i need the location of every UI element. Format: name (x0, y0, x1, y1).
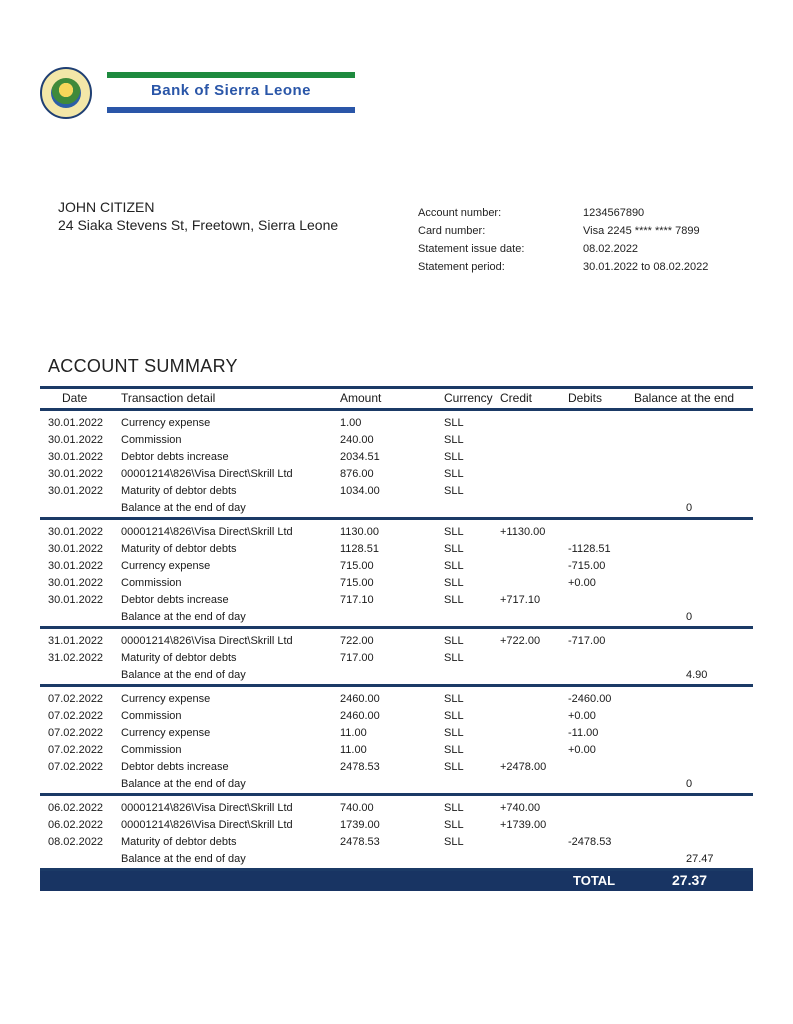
row-balance: 4.90 (686, 669, 708, 681)
row-detail: Balance at the end of day (121, 853, 246, 865)
row-credit: +722.00 (500, 635, 541, 647)
account-summary-table (40, 386, 753, 891)
row-detail: Balance at the end of day (121, 611, 246, 623)
row-detail: Balance at the end of day (121, 669, 246, 681)
table-row (40, 483, 753, 500)
row-currency: SLL (444, 451, 464, 463)
row-date: 31.02.2022 (48, 652, 104, 664)
row-date: 30.01.2022 (48, 594, 104, 606)
row-date: 30.01.2022 (48, 451, 104, 463)
row-amount: 722.00 (340, 635, 374, 647)
row-detail: Currency expense (121, 560, 211, 572)
row-amount: 11.00 (340, 727, 367, 739)
row-date: 30.01.2022 (48, 468, 104, 480)
table-row (40, 633, 753, 650)
account-details (418, 204, 758, 276)
account-number: 1234567890 (583, 207, 645, 219)
row-detail: Currency expense (121, 727, 211, 739)
table-row (40, 817, 753, 834)
row-date: 30.01.2022 (48, 417, 104, 429)
row-detail: Debtor debts increase (121, 594, 229, 606)
row-currency: SLL (444, 635, 464, 647)
row-detail: Balance at the end of day (121, 502, 246, 514)
table-row (40, 524, 753, 541)
row-amount: 1.00 (340, 417, 362, 429)
statement-issue: 08.02.2022 (583, 243, 639, 255)
row-date: 07.02.2022 (48, 727, 104, 739)
header-balance: Balance at the end (634, 391, 735, 405)
header-detail: Transaction detail (121, 391, 216, 405)
row-currency: SLL (444, 594, 464, 606)
row-credit: +1739.00 (500, 819, 547, 831)
row-detail: 00001214\826\Visa Direct\Skrill Ltd (121, 526, 293, 538)
row-detail: 00001214\826\Visa Direct\Skrill Ltd (121, 635, 293, 647)
section-title: ACCOUNT SUMMARY (48, 356, 238, 376)
table-header (40, 389, 753, 408)
row-credit: +1130.00 (500, 526, 546, 538)
row-currency: SLL (444, 836, 464, 848)
card-number: Visa 2245 **** **** 7899 (583, 225, 700, 237)
row-currency: SLL (444, 560, 464, 572)
table-row (40, 800, 753, 817)
header-currency: Currency (444, 391, 493, 405)
row-amount: 876.00 (340, 468, 374, 480)
row-currency: SLL (444, 434, 464, 446)
row-date: 06.02.2022 (48, 802, 104, 814)
row-debit: -1128.51 (568, 543, 611, 555)
table-row (40, 708, 753, 725)
row-amount: 2478.53 (340, 836, 380, 848)
row-credit: +717.10 (500, 594, 541, 606)
table-row (40, 851, 753, 868)
row-debit: -2478.53 (568, 836, 612, 848)
table-row (40, 558, 753, 575)
row-currency: SLL (444, 485, 464, 497)
row-amount: 2460.00 (340, 693, 380, 705)
row-amount: 1739.00 (340, 819, 380, 831)
table-row (40, 432, 753, 449)
table-row (40, 667, 753, 684)
table-row (40, 541, 753, 558)
row-amount: 1130.00 (340, 526, 379, 538)
table-row (40, 500, 753, 517)
row-date: 07.02.2022 (48, 710, 104, 722)
row-date: 30.01.2022 (48, 543, 104, 555)
row-currency: SLL (444, 577, 464, 589)
row-amount: 717.10 (340, 594, 374, 606)
row-amount: 2034.51 (340, 451, 380, 463)
row-balance: 0 (686, 778, 693, 790)
table-row (40, 466, 753, 483)
row-detail: Balance at the end of day (121, 778, 246, 790)
row-detail: Maturity of debtor debts (121, 836, 237, 848)
row-date: 30.01.2022 (48, 434, 104, 446)
row-detail: Commission (121, 577, 182, 589)
table-row (40, 759, 753, 776)
row-balance: 27.47 (686, 853, 714, 865)
row-currency: SLL (444, 543, 464, 555)
table-row (40, 691, 753, 708)
row-date: 08.02.2022 (48, 836, 104, 848)
account-number-label: Account number: (418, 207, 502, 219)
header-amount: Amount (340, 391, 382, 405)
row-debit: +0.00 (568, 710, 596, 722)
row-credit: +2478.00 (500, 761, 547, 773)
statement-period: 30.01.2022 to 08.02.2022 (583, 261, 709, 273)
row-balance: 0 (686, 611, 693, 623)
table-row (40, 449, 753, 466)
table-row (40, 834, 753, 851)
statement-issue-label: Statement issue date: (418, 243, 525, 255)
row-amount: 1034.00 (340, 485, 380, 497)
row-amount: 1128.51 (340, 543, 379, 555)
row-currency: SLL (444, 417, 464, 429)
table-row (40, 650, 753, 667)
table-row (40, 725, 753, 742)
row-amount: 11.00 (340, 744, 367, 756)
row-date: 31.01.2022 (48, 635, 104, 647)
row-detail: 00001214\826\Visa Direct\Skrill Ltd (121, 819, 293, 831)
row-detail: Debtor debts increase (121, 451, 229, 463)
row-currency: SLL (444, 819, 464, 831)
total-value: 27.37 (672, 872, 708, 888)
card-number-label: Card number: (418, 225, 486, 237)
row-amount: 740.00 (340, 802, 374, 814)
row-debit: -2460.00 (568, 693, 612, 705)
row-date: 07.02.2022 (48, 761, 104, 773)
row-detail: Debtor debts increase (121, 761, 229, 773)
row-amount: 715.00 (340, 577, 374, 589)
row-date: 30.01.2022 (48, 526, 104, 538)
table-row (40, 415, 753, 432)
row-detail: 00001214\826\Visa Direct\Skrill Ltd (121, 468, 293, 480)
row-currency: SLL (444, 744, 464, 756)
row-detail: Commission (121, 710, 182, 722)
customer-address: 24 Siaka Stevens St, Freetown, Sierra Leone (58, 217, 339, 233)
row-detail: Commission (121, 744, 182, 756)
customer-name: JOHN CITIZEN (58, 199, 155, 215)
row-debit: -11.00 (568, 727, 599, 739)
header-date: Date (62, 391, 88, 405)
row-date: 07.02.2022 (48, 744, 104, 756)
row-currency: SLL (444, 710, 464, 722)
row-detail: Currency expense (121, 693, 211, 705)
header-debits: Debits (568, 391, 603, 405)
row-detail: Commission (121, 434, 182, 446)
row-detail: 00001214\826\Visa Direct\Skrill Ltd (121, 802, 293, 814)
table-row (40, 592, 753, 609)
row-detail: Currency expense (121, 417, 211, 429)
row-credit: +740.00 (500, 802, 541, 814)
row-debit: +0.00 (568, 577, 596, 589)
bank-seal-logo (40, 67, 92, 119)
row-currency: SLL (444, 761, 464, 773)
row-debit: -715.00 (568, 560, 606, 572)
row-amount: 2460.00 (340, 710, 380, 722)
row-currency: SLL (444, 468, 464, 480)
row-date: 30.01.2022 (48, 560, 104, 572)
row-detail: Maturity of debtor debts (121, 543, 237, 555)
row-detail: Maturity of debtor debts (121, 652, 237, 664)
row-detail: Maturity of debtor debts (121, 485, 237, 497)
header-credit: Credit (500, 391, 533, 405)
row-date: 30.01.2022 (48, 485, 104, 497)
row-amount: 715.00 (340, 560, 374, 572)
table-row (40, 575, 753, 592)
row-currency: SLL (444, 727, 464, 739)
row-amount: 2478.53 (340, 761, 380, 773)
statement-period-label: Statement period: (418, 261, 505, 273)
bank-name: Bank of Sierra Leone (150, 82, 312, 99)
row-currency: SLL (444, 652, 464, 664)
row-date: 30.01.2022 (48, 577, 104, 589)
row-currency: SLL (444, 802, 464, 814)
row-debit: -717.00 (568, 635, 606, 647)
row-currency: SLL (444, 693, 464, 705)
customer-address-block (58, 198, 358, 234)
table-row (40, 742, 753, 759)
row-debit: +0.00 (568, 744, 596, 756)
table-row (40, 776, 753, 793)
row-balance: 0 (686, 502, 693, 514)
transaction-groups (40, 411, 753, 871)
bank-name-banner (107, 72, 355, 114)
total-bar (40, 871, 753, 891)
row-currency: SLL (444, 526, 464, 538)
row-date: 06.02.2022 (48, 819, 104, 831)
row-amount: 717.00 (340, 652, 374, 664)
total-label: TOTAL (573, 873, 616, 888)
table-row (40, 609, 753, 626)
row-date: 07.02.2022 (48, 693, 104, 705)
row-amount: 240.00 (340, 434, 374, 446)
